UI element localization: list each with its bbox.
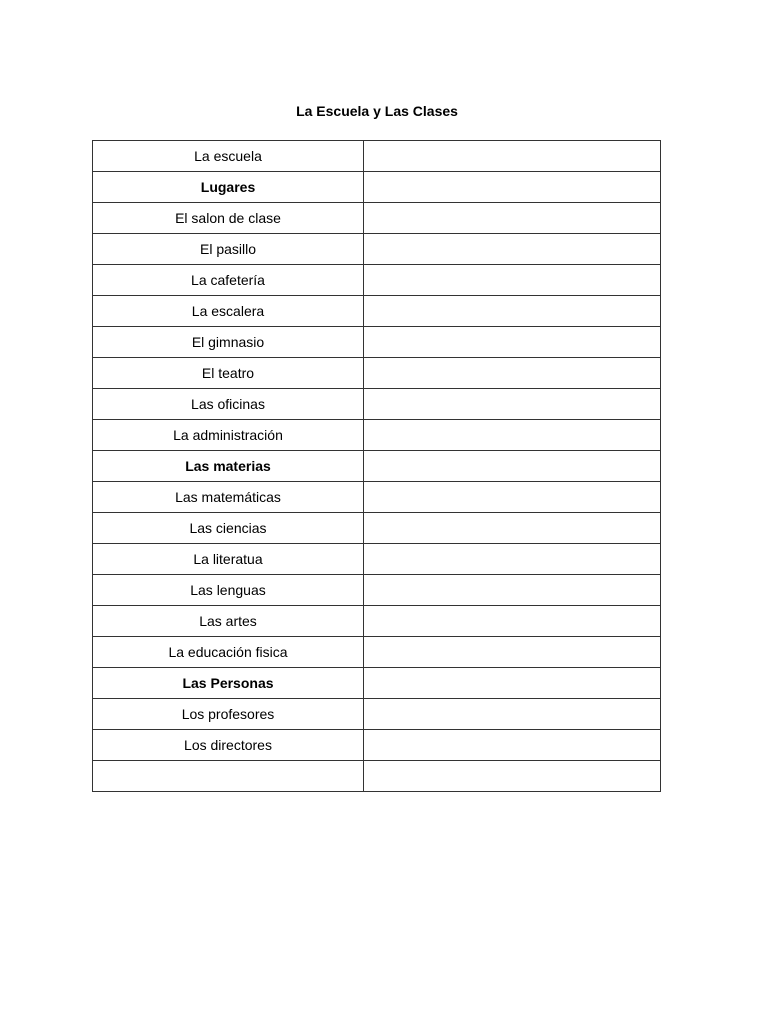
translation-cell	[364, 513, 661, 544]
term-cell: El pasillo	[93, 234, 364, 265]
vocabulary-table-body	[93, 141, 661, 792]
table-row	[93, 606, 661, 637]
translation-cell	[364, 761, 661, 792]
term-cell: La administración	[93, 420, 364, 451]
section-heading-cell: Las Personas	[93, 668, 364, 699]
translation-cell	[364, 575, 661, 606]
translation-cell	[364, 699, 661, 730]
term-cell: El salon de clase	[93, 203, 364, 234]
section-heading-cell: Lugares	[93, 172, 364, 203]
translation-cell	[364, 730, 661, 761]
table-row	[93, 141, 661, 172]
translation-cell	[364, 234, 661, 265]
translation-cell	[364, 296, 661, 327]
translation-cell	[364, 668, 661, 699]
translation-cell	[364, 265, 661, 296]
term-cell: La escalera	[93, 296, 364, 327]
vocabulary-table	[92, 140, 661, 792]
translation-cell	[364, 606, 661, 637]
term-cell: La escuela	[93, 141, 364, 172]
translation-cell	[364, 358, 661, 389]
term-cell: Las artes	[93, 606, 364, 637]
table-row	[93, 699, 661, 730]
table-row	[93, 637, 661, 668]
table-row	[93, 575, 661, 606]
term-cell: Las ciencias	[93, 513, 364, 544]
section-heading-row	[93, 668, 661, 699]
term-cell: Las oficinas	[93, 389, 364, 420]
section-heading-row	[93, 451, 661, 482]
section-heading-cell: Las materias	[93, 451, 364, 482]
term-cell: La educación fisica	[93, 637, 364, 668]
table-row	[93, 327, 661, 358]
translation-cell	[364, 451, 661, 482]
translation-cell	[364, 141, 661, 172]
table-row	[93, 513, 661, 544]
term-cell: La cafetería	[93, 265, 364, 296]
term-cell: Los profesores	[93, 699, 364, 730]
table-row	[93, 296, 661, 327]
table-row	[93, 234, 661, 265]
table-row	[93, 420, 661, 451]
table-row	[93, 544, 661, 575]
translation-cell	[364, 544, 661, 575]
section-heading-row	[93, 172, 661, 203]
translation-cell	[364, 203, 661, 234]
translation-cell	[364, 482, 661, 513]
translation-cell	[364, 389, 661, 420]
table-row	[93, 730, 661, 761]
translation-cell	[364, 172, 661, 203]
page-title: La Escuela y Las Clases	[296, 103, 458, 119]
table-row	[93, 389, 661, 420]
table-row	[93, 761, 661, 792]
table-row	[93, 203, 661, 234]
term-cell: Las matemáticas	[93, 482, 364, 513]
term-cell: La literatua	[93, 544, 364, 575]
translation-cell	[364, 420, 661, 451]
term-cell: El gimnasio	[93, 327, 364, 358]
term-cell: Las lenguas	[93, 575, 364, 606]
table-row	[93, 358, 661, 389]
term-cell: El teatro	[93, 358, 364, 389]
table-row	[93, 265, 661, 296]
table-row	[93, 482, 661, 513]
term-cell	[93, 761, 364, 792]
translation-cell	[364, 637, 661, 668]
translation-cell	[364, 327, 661, 358]
term-cell: Los directores	[93, 730, 364, 761]
